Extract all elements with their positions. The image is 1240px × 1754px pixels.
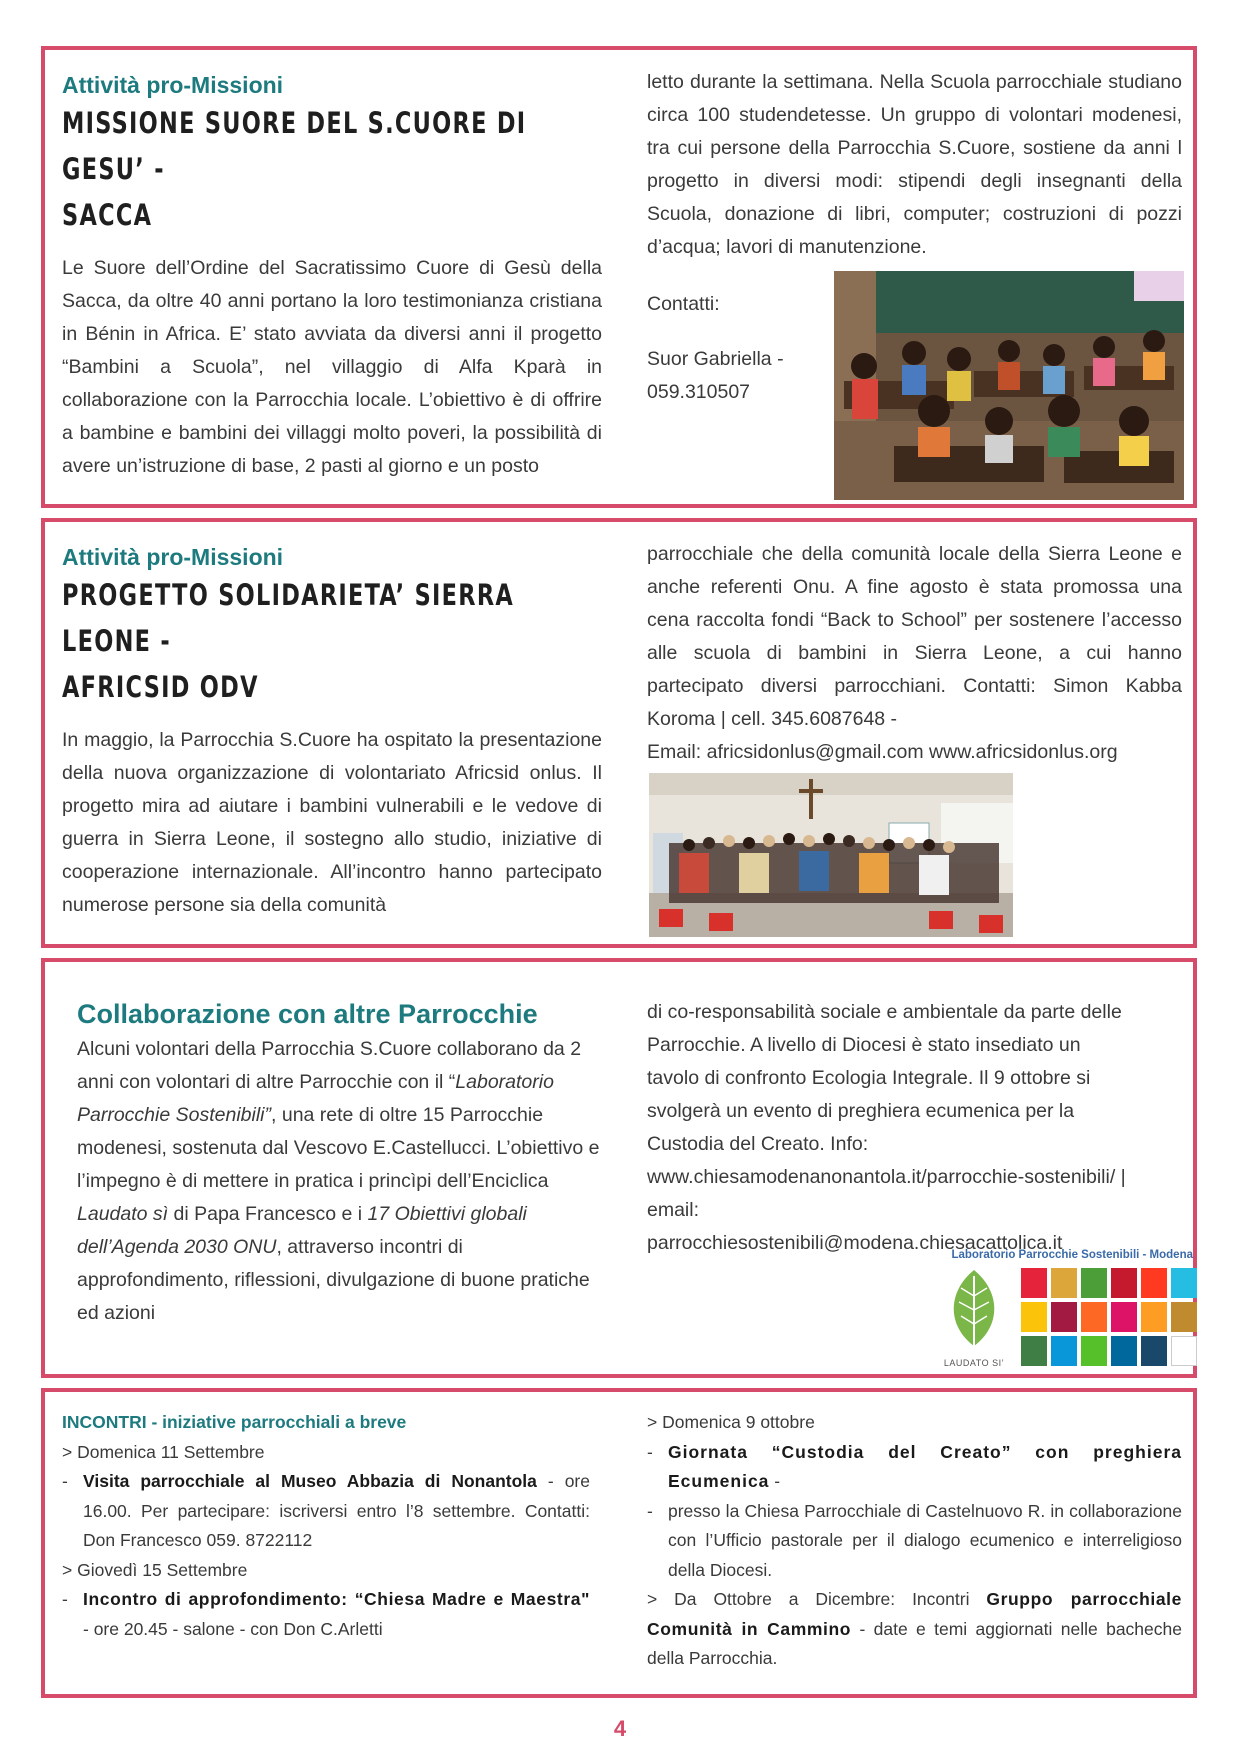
section2-body-left: In maggio, la Parrocchia S.Cuore ha ospitato la presentazione della nuova organizzazione di volontariato Africsid onlus. Il progetto mira ad aiutare i bambini vulnerabili e le vedove di guerra in Sierra Leone, il sostegno allo studio, iniziative di cooperazione internazionale. All’incontro hanno partecipato numerose persone sia della comunità xyxy=(62,729,602,916)
sdg-goal-tile xyxy=(1081,1302,1107,1332)
page-number: 4 xyxy=(613,1716,627,1741)
section2-right-column xyxy=(647,538,1182,769)
leaf-icon xyxy=(941,1266,1007,1352)
section1-body-left: Le Suore dell’Ordine del Sacratissimo Cuore di Gesù della Sacca, da oltre 40 anni portano la loro testimonianza cristiana in Bénin in Africa. E’ stato avviata da diversi anni il progetto “Bambini a Scuola”, nel villaggio di Alfa Kparà in collaborazione con la Parrocchia locale. L’obiettivo è di offrire a bambine e bambini dei villaggi molto poveri, la possibilità di avere un’istruzione di base, 2 pasti al giorno e un posto xyxy=(62,257,602,477)
section3-left-column xyxy=(77,997,607,1330)
section1-body-right: letto durante la settimana. Nella Scuola parrocchiale studiano circa 100 studendetesse. Un gruppo di volontari modenesi, tra cui persone della Parrocchia S.Cuore, sostiene da anni l progetto in diversi modi: stipendi degli insegnanti della Scuola, donazione di libri, computer; costruzioni di pozzi d’acqua; lavori di manutenzione. xyxy=(647,71,1182,258)
event-date-2: > Giovedì 15 Settembre xyxy=(62,1559,248,1580)
section1-contact-phone: 059.310507 xyxy=(647,381,751,403)
incontri-header: INCONTRI - iniziative parrocchiali a breve xyxy=(62,1412,407,1432)
group-photo-drawing xyxy=(649,773,1013,937)
sdg-goal-tile xyxy=(1141,1336,1167,1366)
section3-title: Collaborazione con altre Parrocchie xyxy=(77,999,538,1029)
event-2: - Incontro di approfondimento: “Chiesa Madre e Maestra" - ore 20.45 - salone - con Don C.Arletti xyxy=(62,1589,590,1639)
laudato-si-caption: LAUDATO SI’ xyxy=(943,1358,1005,1368)
sdg-goal-tile xyxy=(1171,1302,1197,1332)
event-3: - Giornata “Custodia del Creato” con preghiera Ecumenica - xyxy=(647,1441,1182,1491)
laudato-si-logo xyxy=(941,1266,1007,1366)
section2-title-line2: AFRICSID ODV xyxy=(62,670,259,704)
section3-body-left: Alcuni volontari della Parrocchia S.Cuore collaborano da 2 anni con volontari di altre Parrocchie con il “Laboratorio Parrocchie Sostenibili”, una rete di oltre 15 Parrocchie modenesi, sostenuta dal Vescovo E.Castellucci. L’obiettivo e l’impegno è di mettere in pratica i princìpi dell’Enciclica Laudato sì di Papa Francesco e i 17 Obiettivi globali dell’Agenda 2030 ONU, attraverso incontri di approfondimento, riflessioni, divulgazione di buone pratiche ed azioni xyxy=(77,1038,600,1324)
event-4: - presso la Chiesa Parrocchiale di Castelnuovo R. in collaborazione con l’Ufficio pastorale per il dialogo ecumenico e interreligioso della Diocesi. xyxy=(647,1500,1182,1580)
event-date-1: > Domenica 11 Settembre xyxy=(62,1441,265,1462)
section2-body-right: parrocchiale che della comunità locale della Sierra Leone e anche referenti Onu. A fine agosto è stata promossa una cena raccolta fondi “Back to School” per sostenere l’accesso alle scuola di bambini in Sierra Leone, a cui hanno partecipato diversi parrocchiani. Contatti: Simon Kabba Koroma | cell. 345.6087648 - xyxy=(647,543,1182,730)
section-collaborazione xyxy=(41,958,1197,1378)
crucifix-icon xyxy=(809,779,813,819)
classroom-photo-drawing xyxy=(834,271,1184,500)
section3-body-right: di co-responsabilità sociale e ambientale da parte delle Parrocchie. A livello di Diocesi è stato insediato un tavolo di confronto Ecologia Integrale. Il 9 ottobre si svolgerà un evento di preghiera ecumenica per la Custodia del Creato. Info: xyxy=(647,1001,1122,1155)
sdg-goal-tile xyxy=(1021,1336,1047,1366)
section-missione-suore xyxy=(41,46,1197,508)
sdg-goal-tile xyxy=(1081,1268,1107,1298)
sdg-goal-tile xyxy=(1141,1268,1167,1298)
sdg-goal-tile xyxy=(1081,1336,1107,1366)
laboratorio-logo xyxy=(927,1248,1193,1370)
section2-kicker: Attività pro-Missioni xyxy=(62,544,284,570)
section2-title-line1: PROGETTO SOLIDARIETA’ SIERRA LEONE - xyxy=(62,578,515,658)
section-sierra-leone xyxy=(41,518,1197,948)
sdg-goal-tile xyxy=(1021,1302,1047,1332)
sdg-goal-tile xyxy=(1051,1268,1077,1298)
section1-title-line2: SACCA xyxy=(62,198,153,232)
section3-right-column: di co-responsabilità sociale e ambientale da parte delle Parrocchie. A livello di Diocesi è stato insediato un tavolo di confronto Ecologia Integrale. Il 9 ottobre si svolgerà un evento di preghiera ecumenica per la Custodia del Creato. Info: www.chiesamodenanonantola.it/parrocchie-sostenibili/ | email: parrocchiesostenibili@modena.chiesacattolica.it xyxy=(647,996,1127,1260)
sdg-goal-tile xyxy=(1021,1268,1047,1298)
section3-info-url[interactable]: www.chiesamodenanonantola.it/parrocchie-sostenibili/ xyxy=(647,1166,1116,1188)
section-incontri xyxy=(41,1388,1197,1698)
section1-kicker: Attività pro-Missioni xyxy=(62,72,284,98)
event-date-3: > Domenica 9 ottobre xyxy=(647,1412,815,1432)
section4-left-column xyxy=(62,1408,590,1644)
section2-left-column xyxy=(62,542,602,922)
sdg-goal-tile xyxy=(1171,1336,1197,1366)
section4-right-column xyxy=(647,1408,1182,1674)
section1-contact-name: Suor Gabriella - xyxy=(647,348,784,370)
sdg-goal-tile xyxy=(1051,1336,1077,1366)
sdg-goal-tile xyxy=(1171,1268,1197,1298)
group-photo xyxy=(649,773,1013,937)
event-1: - Visita parrocchiale al Museo Abbazia di Nonantola - ore 16.00. Per partecipare: iscriversi entro l’8 settembre. Contatti: Don Francesco 059. 8722112 xyxy=(62,1471,590,1550)
section1-contacts-label: Contatti: xyxy=(647,293,720,315)
section2-email-line: Email: africsidonlus@gmail.com www.africsidonlus.org xyxy=(647,741,1118,763)
sdg-goal-tile xyxy=(1111,1268,1137,1298)
sdg-goal-tile xyxy=(1111,1336,1137,1366)
sdg-goal-tile xyxy=(1111,1302,1137,1332)
period-events: > Da Ottobre a Dicembre: Incontri Gruppo parrocchiale Comunità in Cammino - date e temi aggiornati nelle bacheche della Parrocchia. xyxy=(647,1589,1182,1668)
laboratorio-logo-title: Laboratorio Parrocchie Sostenibili - Modena xyxy=(951,1249,1193,1261)
sdg-goal-tile xyxy=(1051,1302,1077,1332)
sdg-goals-grid xyxy=(1021,1268,1193,1368)
section1-left-column xyxy=(62,70,602,483)
section1-title-line1: MISSIONE SUORE DEL S.CUORE DI GESU’ - xyxy=(62,106,527,186)
classroom-photo xyxy=(834,271,1184,500)
sdg-goal-tile xyxy=(1141,1302,1167,1332)
section3-email[interactable]: parrocchiesostenibili@modena.chiesacattolica.it xyxy=(647,1232,1063,1254)
